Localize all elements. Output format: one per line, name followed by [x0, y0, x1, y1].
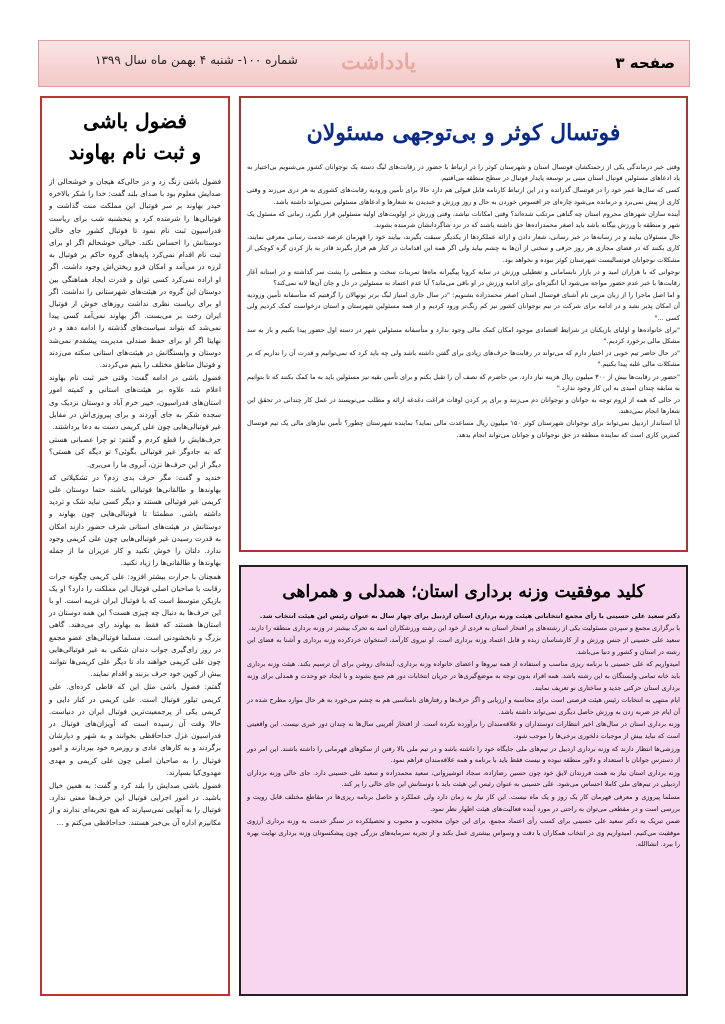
issue-info: شماره ۱۰۰- شنبه ۴ بهمن ماه سال ۱۳۹۹ — [95, 53, 298, 67]
main-paragraph: وقتی خبر درماندگی یکی از زحمتکشان فوتسال استان و شهرستان کوثر را در ارتباط با حضور در رقابت‌های لیگ دسته یک نوجوانان کشور می‌شنویم بی‌اختیار به یاد ادعاهای مسئولین فوتبال استان مبنی بر توسعه پایدار فوتبال در سطح منطقه می‌افتیم. — [247, 163, 680, 183]
main-paragraph: کسی که سال‌ها عمر خود را در فوتسال گذرانده و در این ارتباط کارنامه قابل قبولی هم دارد حالا برای تأمین ورودیه رقابت‌های کشوری به هر دری می‌زند و وقتی کاری از پیش نمی‌برد و درمانده می‌شود چاره‌ای جز افسوس خوردن به حال و روز ورزش و خندیدن به شعارها و ادعاهای مسئولین نمی‌تواند داشته باشد. — [247, 186, 680, 206]
left-paragraph: فضول باشی صدایش را بلند کرد و گفت: به همین خیال باشید. در امور اجرایی فوتبال این حرف‌ها معنی ندارد. فوتبال را به آنهایی نمی‌سپارند که هیچ تجربه‌ای ندارند و از مکانیزم اداره آن بی‌خبر هستند. خداحافظی می‌کنم و ... — [49, 780, 221, 827]
left-article-body — [49, 176, 221, 829]
second-paragraph: ضمن تبریک به دکتر سعید علی حسینی برای کسب رأی اعتماد مجمع، برای این جوان محجوب و محبوب و تحصیلکرده در سنگر خدمت به وزنه برداری آرزوی موفقیت می‌کنیم. امیدواریم وی در انتخاب همکاران با دقت و وسواس بیشتری عمل بکند و از تجربه سرمایه‌های بزرگی چون پیشکسوتان وزنه برداری نهایت بهره را ببرد. انشاالله. — [247, 817, 680, 849]
section-title: یادداشت — [341, 49, 416, 74]
main-paragraph: در حالی که همه از لزوم توجه به جوانان و نوجوانان دم می‌زنند و برای پر کردن اوقات فراغت دغدغه ارائه و مطلب می‌نویسند در عمل کار چندانی در تحقق این شعارها انجام نمی‌دهند. — [247, 396, 680, 416]
main-article-body — [247, 162, 680, 441]
second-paragraph: ایام منتهی به انتخابات رئیس هیئت فرصتی است برای محاسبه و ارزیابی و اگر حرف‌ها و رفتارهای نامناسبی هم به چشم می‌خورد به هر حال موارد مطرح شده در آن ایام جز ضربه زدن به ورزش حاصل دیگری نمی‌تواند داشته باشد. — [247, 696, 680, 716]
main-paragraph: آینده سازان شهرهای محروم استان چه گناهی مرتکب شده‌اند؟ وقتی امکانات نباشد، وقتی ورزش در اولویت‌های اولیه مسئولین قرار نگیرد، زمانی که مسئول یک شهر و منطقه با ورزش بیگانه باشد باید اصغر محمدزاده‌ها حق داشته باشند که در نزد شاگردانشان شرمنده بشوند. — [247, 209, 680, 230]
second-paragraph: امیدواریم که علی حسینی با برنامه ریزی مناسب و استفاده از همه نیروها و اعضای خانواده وزنه برداری، آینده‌ای روشن برای آن ترسیم بکند. هیئت وزنه برداری باید خانه تمامی وابستگان به این رشته باشد. همه افراد بدون توجه به موضع‌گیری‌ها در جریان انتخابات دور هم جمع بشوند و با ایجاد جو وحدت و همدلی برای وزنه برداری استان حرکتی جدید و ساختاری نو تعریف نمایند. — [247, 660, 680, 692]
page-header — [38, 40, 690, 87]
main-article — [239, 96, 688, 552]
second-paragraph: مسلما پیروزی و معرفی قهرمان کار یک روز و یک ماه نیست. این کار نیاز به زمان دارد ولی عملکرد و حاصل برنامه ریزی‌ها در مقاطع مختلف قابل رویت و بررسی است و در مقطعی می‌توان به راحتی در مورد آینده فعالیت‌های هیئت اظهار نظر نمود. — [247, 792, 680, 813]
left-title-line2: و ثبت نام بهاوند — [68, 140, 202, 164]
main-paragraph: و اما اصل ماجرا را از زبان مربی نام آشنای فوتسال استان اصغر محمدزاده بشنویم: "در سال جاری امتیاز لیگ برتر نونهالان را گرفتیم که متأسفانه تأمین ورودیه آن امکان پذیر نشد و در ادامه برای شرکت در تیم نوجوانان کشور نیز کم رنگ‌تر ورود کردیم و از همه مسئولین شهرستان و استان درخواست کمک کردیم ولی کسی ..." — [247, 291, 680, 322]
second-article-body — [247, 611, 680, 851]
second-article-title: کلید موفقیت وزنه برداری استان؛ همدلی و همراهی — [282, 582, 645, 602]
main-paragraph: آیا استاندار اردبیل نمی‌تواند برای نوجوانان شهرستان کوثر ۱۵۰ میلیون ریال مساعدت مالی نماید؟ نماینده شهرستان چطور؟ تأمین نیازهای مالی یک تیم فوتسال کمترین کاری است که نماینده منطقه در حق نوجوانان و جوانان می‌تواند انجام بدهد. — [247, 419, 681, 439]
second-article — [239, 565, 688, 996]
second-paragraph: وزنه برداری استان در سال‌های اخیر انتظارات دوستداران و علاقه‌مندان را برآورده نکرده است. از افتخار آفرینی سال‌ها نه چندان دور خبری نیست. این واقعیتی است که نباید بیش از موجبات دلخوری برخی‌ها را موجب شود. — [247, 720, 680, 740]
main-paragraph: "برای خانواده‌ها و اولیای بازیکنان در شرایط اقتصادی موجود امکان کمک مالی وجود ندارد و متأسفانه مسئولین شهر در دسته اول حضور پیدا بکنیم و باز به سد مشکل مالی برخورد کردیم." — [247, 325, 680, 346]
left-column-article — [40, 96, 230, 996]
page-number: صفحه ۳ — [615, 54, 675, 72]
main-paragraph: "در حال حاضر تیم خوبی در اختیار دارم که می‌تواند در رقابت‌ها حرف‌های زیادی برای گفتن داشته باشد ولی چه باید کرد که نمی‌توانیم و قدرت آن را نداریم که بر مشکلات مالی غلبه پیدا بکنیم." — [247, 349, 680, 369]
left-paragraph: فضول باشی زنگ زد و در حالی‌که هیجان و خوشحالی از صدایش معلوم بود با صدای بلند گفت: خدا را شکر بالاخره حیدر بهاوند بر سر فوتبال این مملکت منت گذاشت و فوتبالی‌ها را شرمنده کرد و پنجشنبه شب برای ریاست فدراسیون ثبت نام نمود تا فوتبال کشور جای خالی دوستانش را احساس نکند. خیالی خوشحالم اگر او برای ثبت نام اقدام نمی‌کرد پایه‌های گروه حاکم بر فوتبال به لرزه در می‌آمد و امکان فرو ریختن‌اش وجود داشت. اگر او اراده نمی‌کرد کسی توان و قدرت ایجاد هماهنگی بین دوستان این گروه در هیئت‌های شهرستانی را نداشت. اگر او برای ریاست نظری نداشت روزهای خوش از فوتبال ایران رخت بر می‌بست. اگر بهاوند نمی‌آمد کسی پیدا نمی‌شد که بتواند سیاست‌های گذشته را ادامه دهد و در نهایتا اگر او برای حفظ صندلی مدیریت پیشقدم نمی‌شد دوستان و وابستگانش در هیئت‌های استانی سکته می‌زدند و فوتبال مناطق مختلف را یتیم می‌کردند. — [49, 177, 221, 370]
left-paragraph: فضول باشی در ادامه گفت: وقتی خبر ثبت نام بهاوند اعلام شد علاوه بر هیئت‌های استانی و کمیته امور استان‌های فدراسیون، خیبر خرم آباد و دوستان نزدیک وی سجده شکر به جای آوردند و برای پیروزی‌اش در مقابل غیر فوتبالی‌هایی چون علی کریمی دست به دعا برداشتند. — [49, 373, 221, 432]
second-article-lead: دکتر سعید علی حسینی با رأی مجمع انتخاباتی هیئت وزنه برداری استان اردبیل برای چهار سال به عنوان رئیس این هیئت انتخاب شد. — [259, 612, 680, 620]
second-paragraph: ورزشی‌ها انتظار دارند که وزنه برداری اردبیل در تیم‌های ملی جایگاه خود را داشته باشد و در تیم ملی بالا رفتن از سکوهای قهرمانی را داشته باشند. این امر دور از دسترس جوانان با استعداد و دلاور منطقه نبوده و نیست فقط باید با برنامه و همه علاقه‌مندان فراهم نمود. — [247, 744, 680, 765]
main-paragraph: نوجوانی که با هزاران امید و در بازار نابسامانی و تعطیلی ورزش در سایه کرونا پیگیرانه ماه‌ها تمرینات سخت و منظمی را پشت سر گذاشته و در استانه آغاز رقابت‌ها با خبر عدم حضور مواجه می‌شود آیا انگیزه‌ای برای ادامه ورزش در او باقی می‌ماند؟ آیا عدم اعتماد به مسئولین در دل و جان آن‌ها لانه نمی‌کند؟ — [247, 267, 680, 288]
left-paragraph: همچنان با حرارت بیشتر افزود: علی کریمی چگونه جرات رقابت با صاحبان اصلی فوتبال این مملکت را دارد؟ او یک بازیکن متوسط است که با فوتبال ایران غریبه است. او با این حرف‌ها به دنبال چه چیزی هست؟ این همه دوستان در استان‌ها هستند که فقط به بهاوند رای می‌دهند. گاهی بزرگ و نابخشودنی است. مسلما فوتبالی‌های عضو مجمع در روز رای‌گیری جواب دندان شکنی به غیر فوتبالی‌هایی چون علی کریمی خواهند داد تا دیگر علی کریمی‌ها نتوانند بیش از کوپن خود حرف بزنند و اقدام نمایند. — [49, 571, 221, 679]
left-paragraph: گفتم: فضول باشی مثل این که قاطی کرده‌ای. علی کریمی تیلور فوتبال است. علی کریمی در کنار دایی و کریمی یکی از پرجمعیت‌ترین فوتبال ایران در دنیاست. حالا وقت آن رسیده است که آویزان‌های فوتبال در فدراسیون غزل خداحافظی بخوانند و به شهر و دیارشان برگردند و به کارهای عادی و روزمره خود بپردازند و امور فوتبال را به صاحبان اصلی چون علی کریمی و مهدی مهدوی‌کیا بسپارند. — [49, 682, 221, 777]
main-paragraph: "حضور در رقابت‌ها بیش از ۳۰۰ میلیون ریال هزینه نیاز دارد. من حاضرم که نصف آن را تقبل بکنم و برای تأمین بقیه نیز مسئولین باید به ما کمک بکنند که تا بتوانیم به سابقه چندان امیدی به این کار وجود ندارد." — [247, 372, 680, 392]
main-paragraph: حال مسئولان بیایند و در رسانه‌ها در خبر رسانی، شعار دادن و ارائه عملکردها از یکدیگر سبقت بگیرند، بیایند خود را قهرمان عرصه خدمت رسانی معرفی نمایند، کاری بکنند که در فضای مجازی هر روز حرفی و سخنی از آن‌ها به چشم بیاید ولی اگر همه این اقدامات در کنار هم قرار بگیرند قادر به باز کردن گره کوچکی از مشکلات نوجوانان فوتسالیست شهرستان کوثر نبوده و نخواهد بود. — [247, 233, 680, 264]
left-paragraph: خندید و گفت: مگر حرف بدی زدم؟ در تشکیلاتی که بهاوند‌ها و طالقانی‌ها فوتبالی باشند حتما دوستان علی کریمی غیر فوتبالی هستند و دیگر کسی نباید شک و تردید داشته باشی. مطمئنا تا فوتبالی‌هایی چون بهاوند و دوستانش در هیئت‌های استانی شرف حضور دارند امکان به قدرت رسیدن غیر فوتبالی‌هایی چون علی کریمی وجود ندارد. دلتان را خوش نکنید و کار عزیزان ما از جمله بهاوندها و طالقانی‌ها را زیاد نکنید. — [49, 472, 221, 568]
second-paragraph: با برگزاری مجمع و سپردن مسئولیت یکی از رشته‌های پر افتخار استان به فردی از خود این رشته ورزشکاران امید به تحرک بیشتر در وزنه برداری منطقه را دارند. — [248, 623, 680, 632]
left-title-line1: فضول باشی — [83, 109, 187, 133]
left-article-title — [49, 106, 221, 168]
left-paragraph: حرف‌هایش را قطع کردم و گفتم: تو چرا عصبانی هستی که به جادوگر غیر فوتبالی بگوئی؟ تو دیگه کی هستی؟ دیگر از این حرف‌ها نزن، آبروی ما را می‌بری. — [49, 435, 221, 469]
second-paragraph: سعید علی حسینی از جنس ورزش و از کارشناسان زبده و قابل اعتماد وزنه برداری است. او نیروی کارآمد، استخوان خردکرده وزنه برداری و آشنا به فضای این رشته در استان و کشور و دنیا می‌باشد. — [247, 636, 680, 656]
second-paragraph: وزنه برداری استان نیاز به همت فرزندان لایق خود چون حسین رضازاده، سجاد انوشیروانی، سعید محمدزاده و سعید علی حسینی دارد. جای خالی وزنه برداران اردبیلی در تیم‌های ملی کاملا احساس می‌شود. علی حسینی به عنوان رئیس این هیئت باید با دوستانش این جای خالی را پر کند. — [247, 768, 680, 789]
main-article-title: فوتسال کوثر و بی‌توجهی مسئولان — [306, 120, 621, 146]
